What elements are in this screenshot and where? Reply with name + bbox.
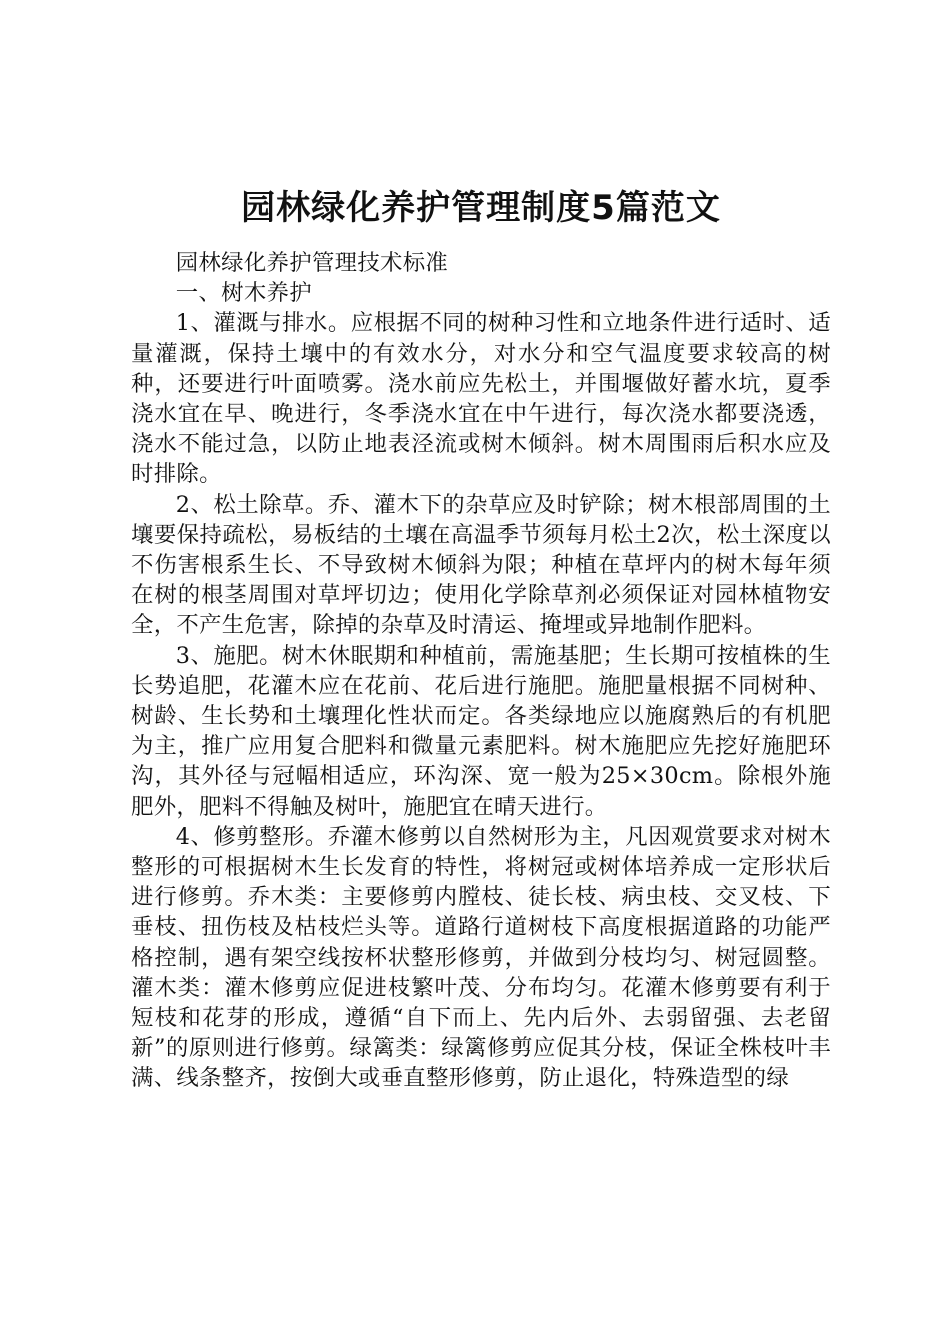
paragraph-irrigation: 1、灌溉与排水。应根据不同的树种习性和立地条件进行适时、适量灌溉，保持土壤中的有效水分，对水分和空气温度要求较高的树种，还要进行叶面喷雾。浇水前应先松土，并围堰做好蓄水坑，夏季浇水宜在早、晚进行，冬季浇水宜在中午进行，每次浇水都要浇透，浇水不能过急，以防止地表泾流或树木倾斜。树木周围雨后积水应及时排除。 (131, 310, 831, 488)
document-title: 园林绿化养护管理制度5篇范文 (241, 188, 721, 228)
paragraph-weeding: 2、松土除草。乔、灌木下的杂草应及时铲除；树木根部周围的土壤要保持疏松，易板结的土壤在高温季节须每月松土2次，松土深度以不伤害根系生长、不导致树木倾斜为限；种植在草坪内的树木每年须在树的根茎周围对草坪切边；使用化学除草剂必须保证对园林植物安全，不产生危害，除掉的杂草及时清运、掩埋或异地制作肥料。 (131, 491, 831, 639)
document-page (131, 182, 831, 1094)
document-subtitle: 园林绿化养护管理技术标准 (175, 250, 449, 276)
paragraph-pruning: 4、修剪整形。乔灌木修剪以自然树形为主，凡因观赏要求对树木整形的可根据树木生长发育的特性，将树冠或树体培养成一定形状后进行修剪。乔木类：主要修剪内膛枝、徒长枝、病虫枝、交叉枝、下垂枝、扭伤枝及枯枝烂头等。道路行道树枝下高度根据道路的功能严格控制，遇有架空线按杯状整形修剪，并做到分枝均匀、树冠圆整。灌木类：灌木修剪应促进枝繁叶茂、分布均匀。花灌木修剪要有利于短枝和花芽的形成，遵循“自下而上、先内后外、去弱留强、去老留新”的原则进行修剪。绿篱类：绿篱修剪应促其分枝，保证全株枝叶丰满、线条整齐，按倒大或垂直整形修剪，防止退化，特殊造型的绿 (131, 823, 831, 1092)
paragraph-fertilizing: 3、施肥。树木休眠期和种植前，需施基肥；生长期可按植株的生长势追肥，花灌木应在花前、花后进行施肥。施肥量根据不同树种、树龄、生长势和土壤理化性状而定。各类绿地应以施腐熟后的有机肥为主，推广应用复合肥料和微量元素肥料。树木施肥应先挖好施肥环沟，其外径与冠幅相适应，环沟深、宽一般为25×30cm。除根外施肥外，肥料不得触及树叶，施肥宜在晴天进行。 (131, 642, 831, 820)
section-heading: 一、树木养护 (175, 280, 312, 307)
